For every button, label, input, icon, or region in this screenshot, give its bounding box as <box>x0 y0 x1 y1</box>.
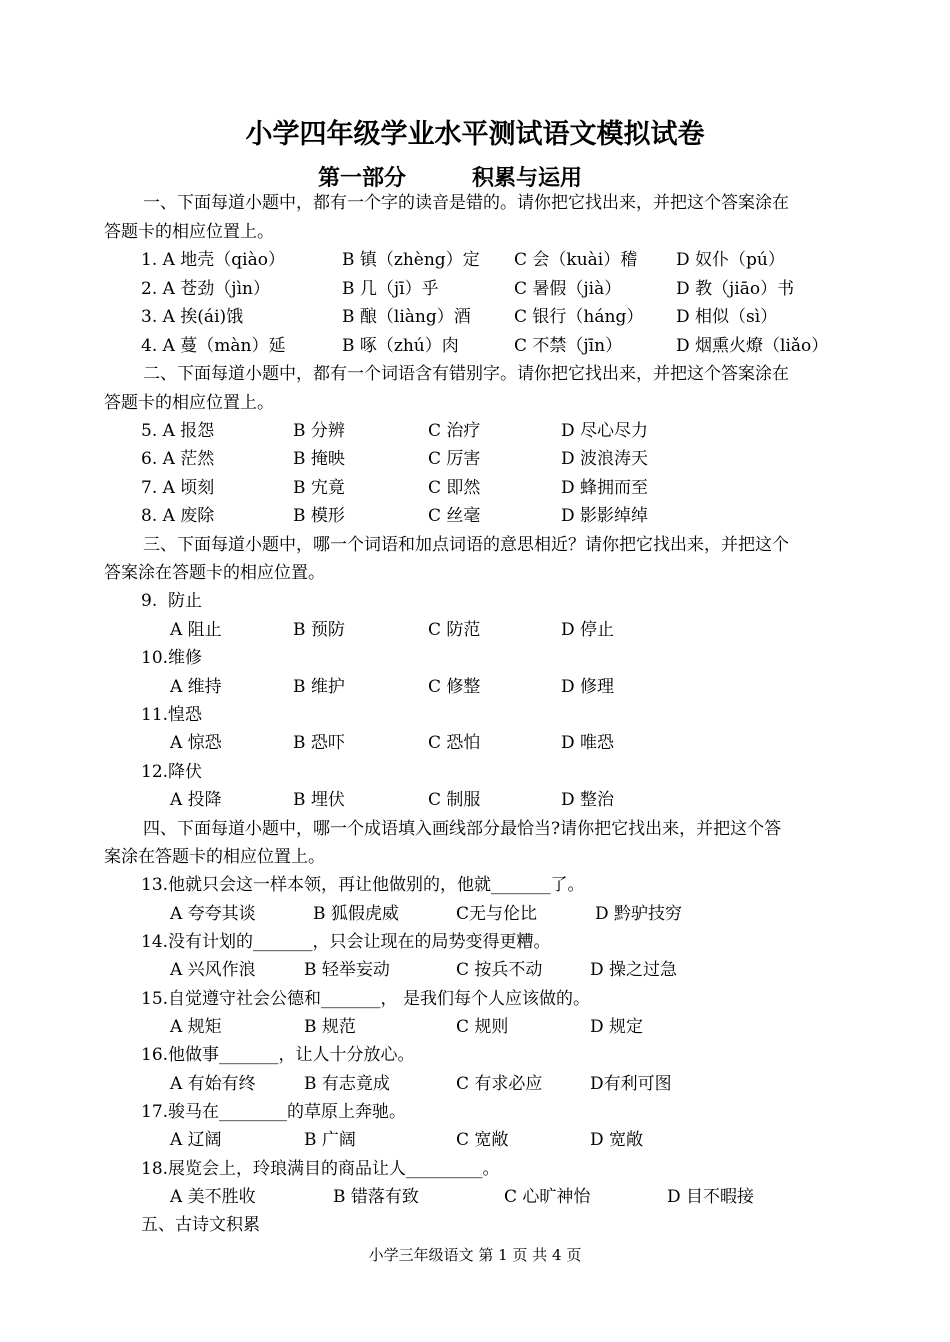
q11-option-c: C 恐怕 <box>428 733 481 753</box>
q14-option-b: B 轻举妄动 <box>304 960 390 980</box>
q17-option-d: D 宽敞 <box>590 1130 644 1150</box>
q12-stem: 12.降伏 <box>141 762 203 782</box>
q1-option-a: 1. A 地壳（qiào） <box>141 250 285 270</box>
q7-option-d: D 蜂拥而至 <box>561 478 649 498</box>
q18-option-c: C 心旷神怡 <box>504 1187 591 1207</box>
q3-option-c: C 银行（háng） <box>514 307 644 327</box>
q13-option-b: B 狐假虎威 <box>313 904 399 924</box>
section-3-instruction-cont: 答案涂在答题卡的相应位置。 <box>104 563 325 583</box>
q13-option-d: D 黔驴技穷 <box>595 904 683 924</box>
part-label: 第一部分 <box>318 166 407 191</box>
q11-stem: 11.惶恐 <box>141 705 203 725</box>
q16-option-b: B 有志竟成 <box>304 1074 390 1094</box>
q15-option-a: A 规矩 <box>170 1017 222 1037</box>
section-5-heading: 五、古诗文积累 <box>141 1215 260 1235</box>
q9-stem: 9. 防止 <box>141 591 203 611</box>
q17-stem: 17.骏马在________的草原上奔驰。 <box>141 1102 407 1122</box>
q9-option-b: B 预防 <box>293 620 345 640</box>
q16-stem: 16.他做事_______，让人十分放心。 <box>141 1045 415 1065</box>
q9-option-d: D 停止 <box>561 620 615 640</box>
q1-option-c: C 会（kuài）稽 <box>514 250 638 270</box>
q13-option-a: A 夸夸其谈 <box>170 904 256 924</box>
q7-option-c: C 即然 <box>428 478 481 498</box>
q15-stem: 15.自觉遵守社会公德和_______， 是我们每个人应该做的。 <box>141 989 590 1009</box>
q14-option-c: C 按兵不动 <box>456 960 543 980</box>
q2-option-d: D 教（jiāo）书 <box>676 279 795 299</box>
q12-option-c: C 制服 <box>428 790 481 810</box>
q12-option-b: B 埋伏 <box>293 790 345 810</box>
q17-option-a: A 辽阔 <box>170 1130 222 1150</box>
q14-stem: 14.没有计划的_______，只会让现在的局势变得更糟。 <box>141 932 551 952</box>
q6-option-b: B 掩映 <box>293 449 345 469</box>
q6-option-c: C 厉害 <box>428 449 481 469</box>
q17-option-c: C 宽敞 <box>456 1130 509 1150</box>
q16-option-c: C 有求必应 <box>456 1074 543 1094</box>
q7-option-a: 7. A 顷刻 <box>141 478 215 498</box>
q5-option-b: B 分辨 <box>293 421 345 441</box>
q12-option-d: D 整治 <box>561 790 615 810</box>
q4-option-c: C 不禁（jīn） <box>514 336 623 356</box>
section-1-instruction: 一、下面每道小题中，都有一个字的读音是错的。请你把它找出来，并把这个答案涂在 <box>143 193 789 213</box>
q16-option-a: A 有始有终 <box>170 1074 256 1094</box>
section-4-instruction-cont: 案涂在答题卡的相应位置上。 <box>104 847 325 867</box>
q18-stem: 18.展览会上，玲琅满目的商品让人_________。 <box>141 1159 500 1179</box>
section-1-instruction-cont: 答题卡的相应位置上。 <box>104 222 274 242</box>
q5-option-a: 5. A 报怨 <box>141 421 215 441</box>
q12-option-a: A 投降 <box>170 790 222 810</box>
q2-option-b: B 几（jī）乎 <box>342 279 439 299</box>
q6-option-a: 6. A 茫然 <box>141 449 215 469</box>
q9-option-c: C 防范 <box>428 620 481 640</box>
part-name: 积累与运用 <box>472 166 583 191</box>
q2-option-c: C 暑假（jià） <box>514 279 622 299</box>
q14-option-a: A 兴风作浪 <box>170 960 256 980</box>
q11-option-d: D 唯恐 <box>561 733 615 753</box>
q5-option-d: D 尽心尽力 <box>561 421 649 441</box>
q18-option-b: B 错落有致 <box>333 1187 419 1207</box>
q10-option-d: D 修理 <box>561 677 615 697</box>
q15-option-d: D 规定 <box>590 1017 644 1037</box>
section-3-instruction: 三、下面每道小题中，哪一个词语和加点词语的意思相近？请你把它找出来，并把这个 <box>143 535 789 555</box>
q3-option-b: B 酿（liàng）酒 <box>342 307 471 327</box>
q5-option-c: C 治疗 <box>428 421 481 441</box>
section-4-instruction: 四、下面每道小题中，哪一个成语填入画线部分最恰当?请你把它找出来，并把这个答 <box>143 819 782 839</box>
q7-option-b: B 宄竟 <box>293 478 345 498</box>
section-2-instruction-cont: 答题卡的相应位置上。 <box>104 393 274 413</box>
q1-option-d: D 奴仆（pú） <box>676 250 785 270</box>
q8-option-c: C 丝毫 <box>428 506 481 526</box>
q11-option-a: A 惊恐 <box>170 733 222 753</box>
q6-option-d: D 波浪涛天 <box>561 449 649 469</box>
q10-option-c: C 修整 <box>428 677 481 697</box>
q3-option-a: 3. A 挨(ái)饿 <box>141 307 244 327</box>
q15-option-b: B 规范 <box>304 1017 356 1037</box>
q11-option-b: B 恐吓 <box>293 733 345 753</box>
q16-option-d: D有利可图 <box>590 1074 672 1094</box>
q10-option-a: A 维持 <box>170 677 222 697</box>
q4-option-d: D 烟熏火燎（liǎo） <box>676 336 829 356</box>
q9-option-a: A 阻止 <box>170 620 222 640</box>
q13-option-c: C无与伦比 <box>456 904 538 924</box>
q13-stem: 13.他就只会这一样本领，再让他做别的，他就_______了。 <box>141 875 585 895</box>
q3-option-d: D 相似（sì） <box>676 307 778 327</box>
q4-option-b: B 啄（zhú）肉 <box>342 336 459 356</box>
q2-option-a: 2. A 苍劲（jìn） <box>141 279 270 299</box>
q1-option-b: B 镇（zhèng）定 <box>342 250 480 270</box>
q10-stem: 10.维修 <box>141 648 203 668</box>
q4-option-a: 4. A 蔓（màn）延 <box>141 336 286 356</box>
q15-option-c: C 规则 <box>456 1017 509 1037</box>
q8-option-a: 8. A 废除 <box>141 506 215 526</box>
q8-option-d: D 影影绰绰 <box>561 506 649 526</box>
section-2-instruction: 二、下面每道小题中，都有一个词语含有错别字。请你把它找出来，并把这个答案涂在 <box>143 364 789 384</box>
q8-option-b: B 模形 <box>293 506 345 526</box>
q17-option-b: B 广阔 <box>304 1130 356 1150</box>
page-title: 小学四年级学业水平测试语文模拟试卷 <box>245 119 705 150</box>
page-footer: 小学三年级语文 第 1 页 共 4 页 <box>368 1246 582 1264</box>
q10-option-b: B 维护 <box>293 677 345 697</box>
q18-option-d: D 目不暇接 <box>667 1187 755 1207</box>
q18-option-a: A 美不胜收 <box>170 1187 256 1207</box>
q14-option-d: D 操之过急 <box>590 960 678 980</box>
